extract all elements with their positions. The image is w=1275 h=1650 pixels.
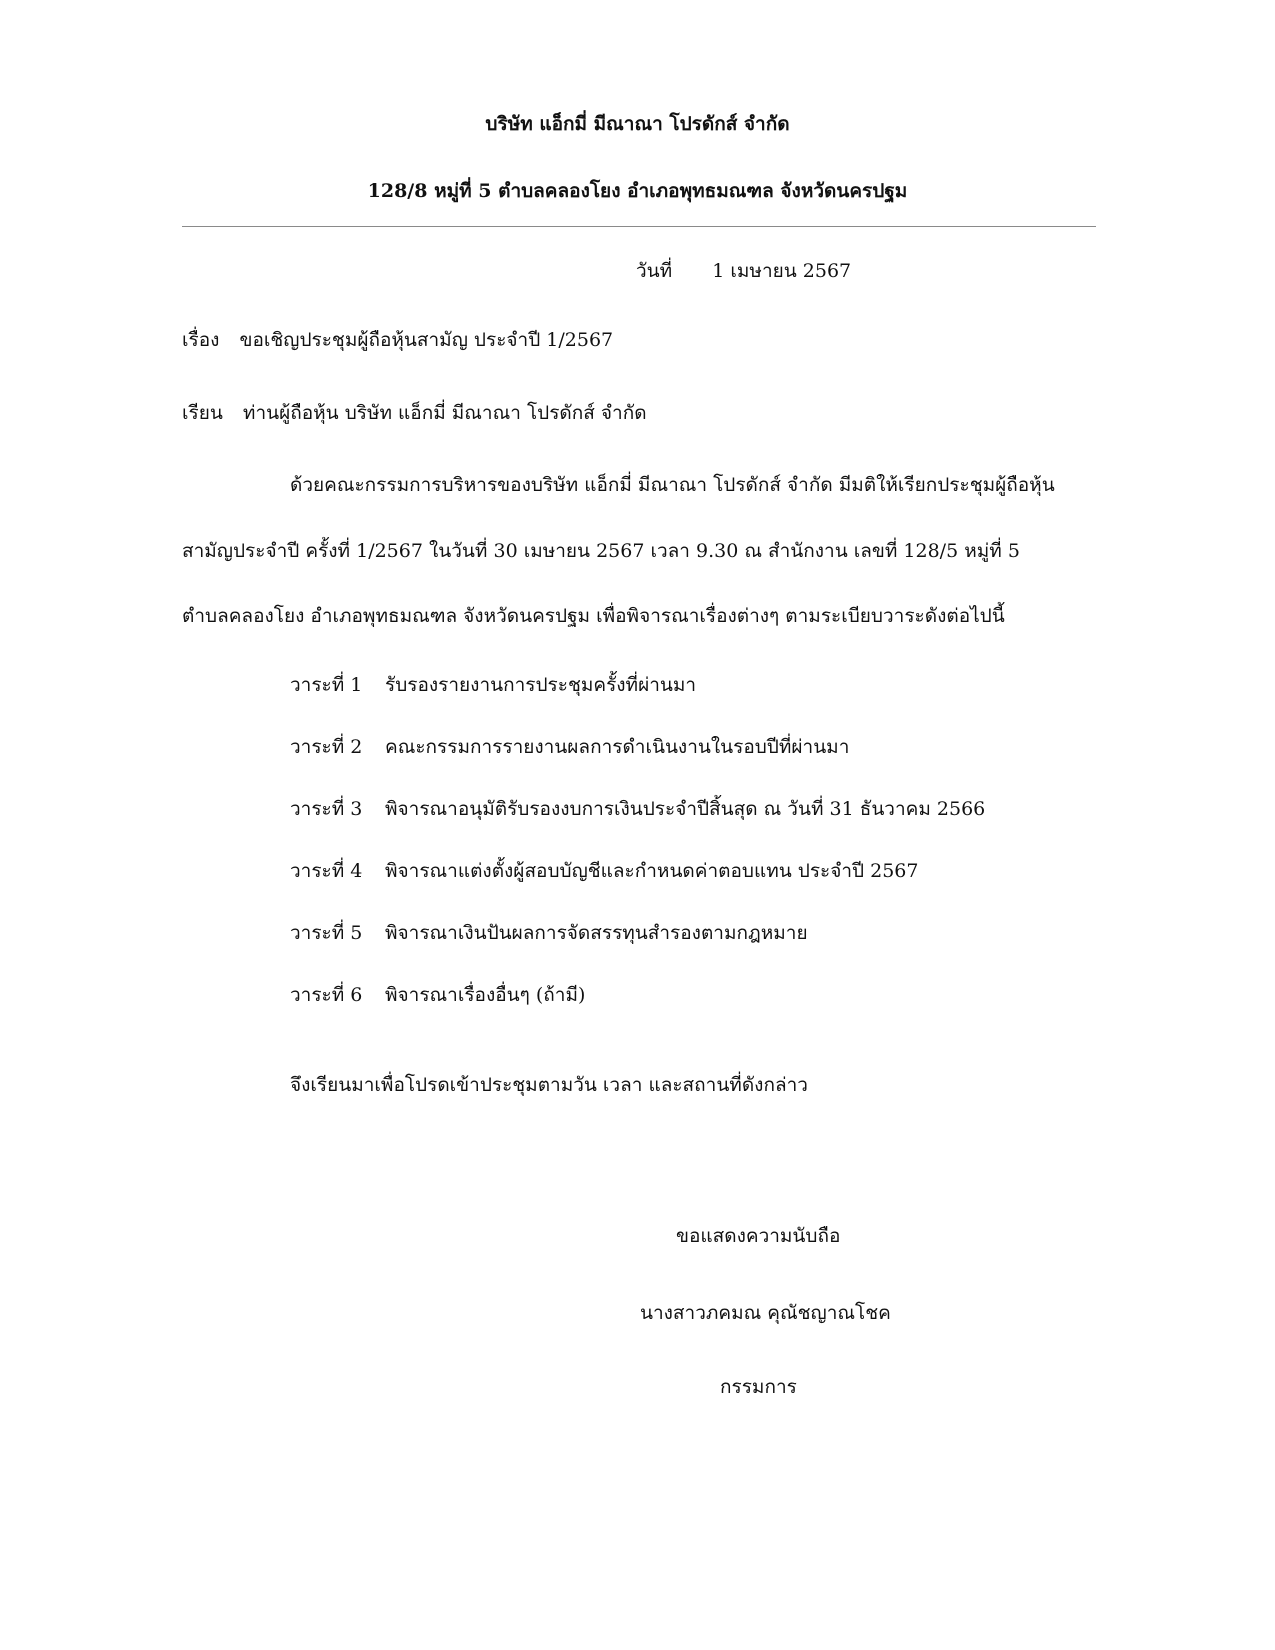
addressee-line [182, 400, 647, 426]
body-paragraph-line-2: สามัญประจำปี ครั้งที่ 1/2567 ในวันที่ 30 เมษายน 2567 เวลา 9.30 ณ สำนักงาน เลขที่ 128/5 หมู่ที่ 5 [182, 540, 1020, 562]
agenda-text: คณะกรรมการรายงานผลการดำเนินงานในรอบปีที่ผ่านมา [385, 736, 850, 758]
agenda-item [290, 858, 918, 884]
agenda-text: รับรองรายงานการประชุมครั้งที่ผ่านมา [385, 674, 697, 696]
header-divider [182, 226, 1096, 227]
agenda-number: วาระที่ 1 [290, 674, 363, 696]
agenda-item [290, 672, 696, 698]
agenda-text: พิจารณาแต่งตั้งผู้สอบบัญชีและกำหนดค่าตอบแทน ประจำปี 2567 [385, 860, 919, 882]
company-name: บริษัท แอ็กมี่ มีณาณา โปรดักส์ จำกัด [485, 113, 790, 135]
agenda-item [290, 982, 585, 1008]
agenda-text: พิจารณาเรื่องอื่นๆ (ถ้ามี) [385, 984, 586, 1006]
agenda-text: พิจารณาอนุมัติรับรองงบการเงินประจำปีสิ้นสุด ณ วันที่ 31 ธันวาคม 2566 [385, 798, 986, 820]
company-address: 128/8 หมู่ที่ 5 ตำบลคลองโยง อำเภอพุทธมณฑล จังหวัดนครปฐม [367, 180, 908, 202]
agenda-item [290, 734, 849, 760]
date-label: วันที่ [636, 260, 673, 282]
date-value: 1 เมษายน 2567 [712, 260, 852, 282]
agenda-number: วาระที่ 2 [290, 736, 363, 758]
agenda-number: วาระที่ 4 [290, 860, 363, 882]
addressee-text: ท่านผู้ถือหุ้น บริษัท แอ็กมี่ มีณาณา โปรดักส์ จำกัด [242, 402, 647, 424]
agenda-text: พิจารณาเงินปันผลการจัดสรรทุนสำรองตามกฎหมาย [385, 922, 808, 944]
date-line [636, 258, 851, 284]
signature-title: กรรมการ [720, 1376, 797, 1398]
body-paragraph-line-1: ด้วยคณะกรรมการบริหารของบริษัท แอ็กมี่ มีณาณา โปรดักส์ จำกัด มีมติให้เรียกประชุมผู้ถือหุ้น [290, 474, 1055, 496]
subject-label: เรื่อง [182, 329, 220, 351]
agenda-number: วาระที่ 5 [290, 922, 363, 944]
closing-sentence: จึงเรียนมาเพื่อโปรดเข้าประชุมตามวัน เวลา และสถานที่ดังกล่าว [290, 1074, 808, 1096]
addressee-label: เรียน [182, 402, 223, 424]
agenda-item [290, 920, 808, 946]
agenda-number: วาระที่ 6 [290, 984, 363, 1006]
signature-name: นางสาวภคมณ คุณัชญาณโชค [640, 1302, 891, 1324]
agenda-number: วาระที่ 3 [290, 798, 363, 820]
subject-line [182, 327, 613, 353]
subject-text: ขอเชิญประชุมผู้ถือหุ้นสามัญ ประจำปี 1/2567 [239, 329, 614, 351]
agenda-item [290, 796, 985, 822]
body-paragraph-line-3: ตำบลคลองโยง อำเภอพุทธมณฑล จังหวัดนครปฐม เพื่อพิจารณาเรื่องต่างๆ ตามระเบียบวาระดังต่อไปนี้ [182, 605, 1005, 627]
signature-regards: ขอแสดงความนับถือ [676, 1225, 841, 1247]
